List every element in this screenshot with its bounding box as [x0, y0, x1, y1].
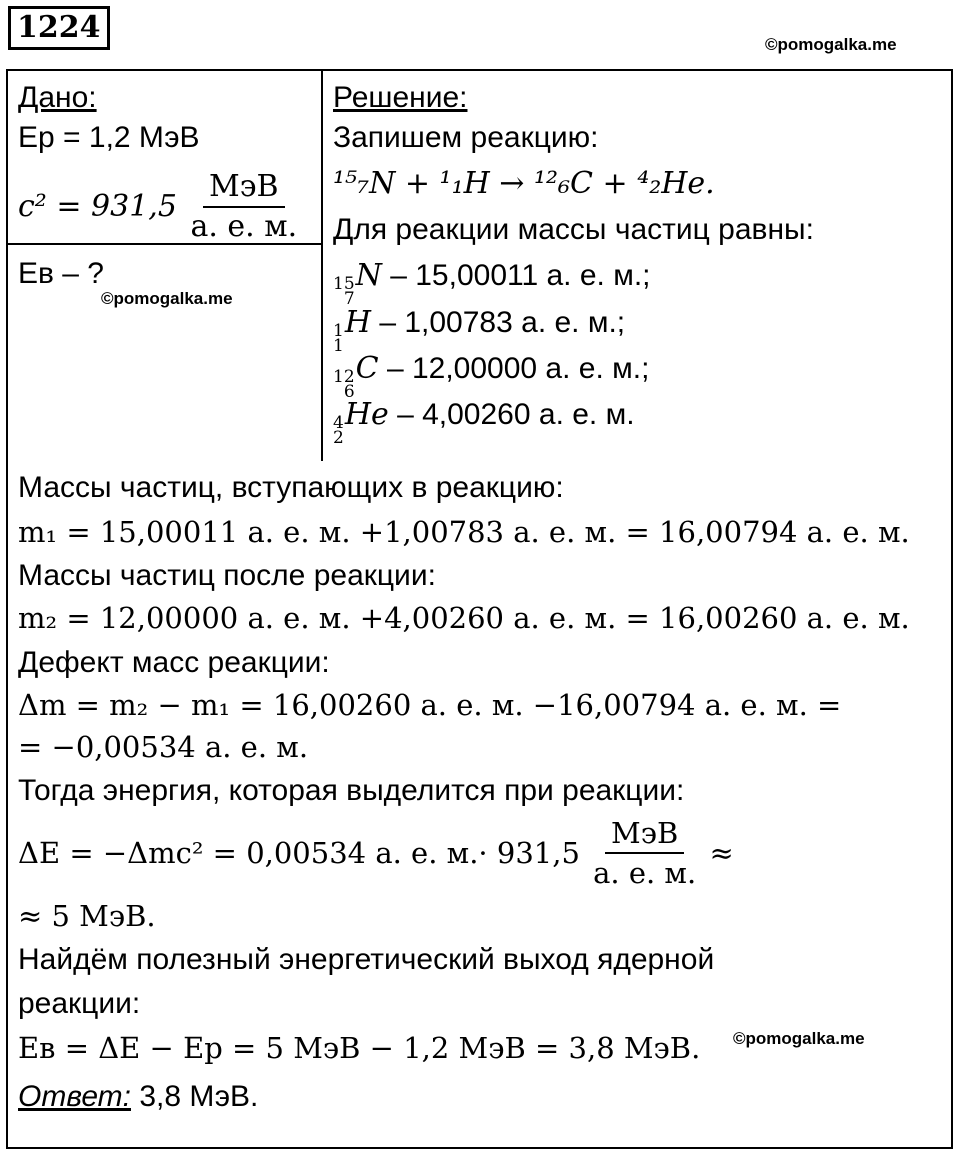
energy-unit-den: а. е. м. [593, 856, 697, 890]
given-find: Eв – ? [18, 257, 104, 290]
c2-unit-den: а. е. м. [190, 209, 298, 244]
watermark-mid: ©pomogalka.me [101, 289, 233, 308]
solution-heading: Решение: [333, 81, 468, 114]
given-c2 [18, 168, 301, 246]
column-divider [321, 69, 323, 461]
mass-he [333, 397, 635, 446]
watermark-top: ©pomogalka.me [765, 35, 897, 54]
solution-line1: Запишем реакцию: [333, 121, 599, 154]
val-h: – 1,00783 а. е. м.; [371, 306, 626, 339]
body-energy-result: ≈ 5 МэВ. [18, 899, 156, 933]
c2-prefix: c² = 931,5 [18, 189, 177, 224]
body-m2: m₂ = 12,00000 а. е. м. +4,00260 а. е. м. = 16,00260 а. е. м. [18, 601, 910, 635]
iso-he: 4 2 [333, 413, 344, 448]
sym-c: C [355, 351, 379, 386]
body-line11: Найдём полезный энергетический выход ядерной [18, 943, 715, 976]
body-ev: Eв = ΔE − Ep = 5 МэВ − 1,2 МэВ = 3,8 МэВ. [18, 1031, 701, 1065]
mass-c [333, 351, 649, 400]
body-m1: m₁ = 15,00011 а. е. м. +1,00783 а. е. м. = 16,00794 а. е. м. [18, 515, 910, 549]
val-n: – 15,00011 а. е. м.; [381, 259, 651, 292]
c2-unit-num: МэВ [203, 168, 285, 208]
body-line1: Массы частиц, вступающих в реакцию: [18, 471, 564, 504]
val-c: – 12,00000 а. е. м.; [378, 352, 650, 385]
body-line8: Тогда энергия, которая выделится при реакции: [18, 774, 685, 807]
watermark-bottom: ©pomogalka.me [733, 1029, 865, 1048]
body-energy [18, 814, 734, 892]
energy-prefix: ΔE = −Δmc² = 0,00534 а. е. м.· 931,5 [18, 836, 580, 870]
sym-n: N [355, 258, 382, 293]
given-heading: Дано: [18, 81, 97, 114]
sym-h: H [344, 305, 371, 340]
iso-n: 15 7 [333, 274, 355, 309]
val-he: – 4,00260 а. е. м. [388, 398, 635, 431]
sym-he: He [344, 397, 389, 432]
energy-unit-num: МэВ [605, 814, 684, 854]
answer [18, 1079, 258, 1115]
body-line3: Массы частиц после реакции: [18, 559, 436, 592]
solution-line3: Для реакции массы частиц равны: [333, 213, 814, 246]
body-line5: Дефект масс реакции: [18, 646, 330, 679]
reaction-equation: ¹⁵₇N + ¹₁H → ¹²₆C + ⁴₂He. [333, 166, 715, 201]
iso-h: 1 1 [333, 321, 344, 356]
body-line12: реакции: [18, 987, 141, 1020]
energy-unit-fraction [593, 814, 696, 892]
given-ep: Eр = 1,2 МэВ [18, 121, 200, 154]
mass-h [333, 305, 625, 354]
c2-unit-fraction [190, 168, 297, 246]
answer-label: Ответ: [18, 1080, 131, 1113]
mass-n [333, 258, 650, 307]
energy-suffix: ≈ [709, 836, 734, 870]
iso-c: 12 6 [333, 367, 355, 402]
body-dm: Δm = m₂ − m₁ = 16,00260 а. е. м. −16,00794 а. е. м. = [18, 688, 842, 722]
answer-value: 3,8 МэВ. [131, 1080, 259, 1113]
body-dm-result: = −0,00534 а. е. м. [18, 730, 309, 764]
problem-number: 1224 [8, 6, 110, 50]
